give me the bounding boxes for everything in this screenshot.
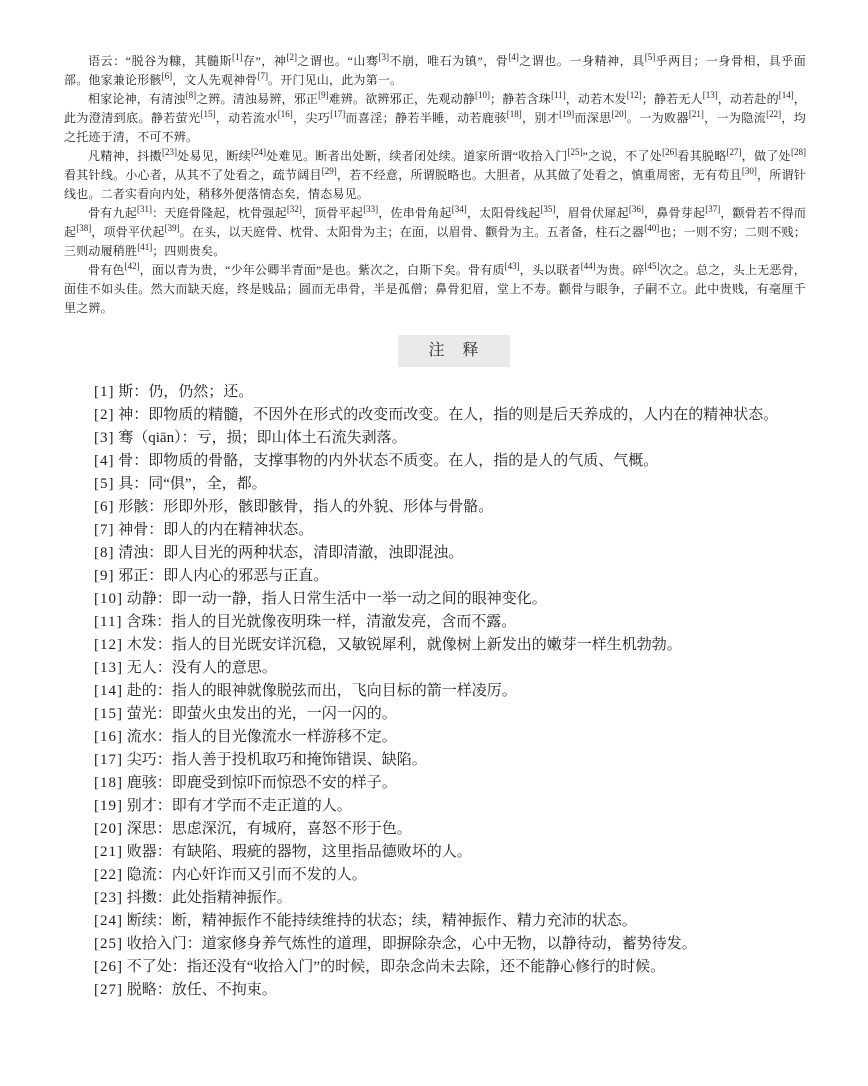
annotation-ref: [36] [628, 204, 644, 214]
annotation-item [64, 473, 806, 496]
annotation-item [64, 542, 806, 565]
annotation-ref: [18] [506, 109, 522, 119]
annotation-text: 隐流：内心奸诈而又引而不发的人。 [126, 867, 367, 883]
annotation-ref: [44] [580, 261, 596, 271]
annotation-text: 败器：有缺陷、瑕疵的器物，这里指品德败坏的人。 [126, 844, 472, 860]
annotation-number: [8] [94, 545, 115, 561]
annotation-text: 动静：即一动一静，指人日常生活中一举一动之间的眼神变化。 [126, 591, 547, 607]
annotation-item [64, 588, 806, 611]
annotation-ref: [29] [321, 166, 337, 176]
annotation-ref: [38] [76, 223, 92, 233]
annotation-ref: [21] [688, 109, 704, 119]
intro-section [64, 52, 806, 318]
annotation-text: 含珠：指人的目光就像夜明珠一样，清澈发亮，含而不露。 [126, 614, 517, 630]
annotation-ref: [27] [726, 147, 742, 157]
annotation-ref: [35] [540, 204, 556, 214]
annotation-ref: [3] [378, 52, 390, 62]
annotation-ref: [23] [161, 147, 177, 157]
annotation-number: [5] [94, 476, 115, 492]
annotation-ref: [1] [232, 52, 243, 62]
annotation-ref: [41] [137, 242, 153, 252]
annotation-number: [9] [94, 568, 115, 584]
annotation-item [64, 427, 806, 450]
annotation-text: 神：即物质的精髓，不因外在形式的改变而改变。在人，指的则是后天养成的，人内在的精神状态。 [118, 407, 779, 423]
annotation-ref: [32] [286, 204, 302, 214]
annotation-item [64, 956, 806, 979]
annotation-ref: [30] [741, 166, 757, 176]
annotation-number: [27] [94, 982, 123, 998]
annotation-ref: [33] [363, 204, 379, 214]
annotation-item [64, 703, 806, 726]
annotation-ref: [22] [766, 109, 782, 119]
notes-section-heading: 注 释 [398, 335, 509, 367]
annotation-item [64, 887, 806, 910]
annotation-text: 收拾入门：道家修身养气炼性的道理，即摒除杂念，心中无物，以静待动，蓄势待发。 [126, 936, 697, 952]
annotation-item [64, 979, 806, 1002]
annotation-item [64, 772, 806, 795]
annotation-number: [7] [94, 522, 115, 538]
annotation-item [64, 565, 806, 588]
annotation-text: 邪正：即人内心的邪恶与正直。 [118, 568, 329, 584]
annotation-number: [11] [94, 614, 123, 630]
annotation-number: [13] [94, 660, 123, 676]
annotation-text: 具：同“俱”，全，都。 [118, 476, 267, 492]
annotation-number: [2] [94, 407, 115, 423]
intro-paragraph: 骨有九起[31]：天庭骨隆起，枕骨强起[32]，顶骨平起[33]，佐串骨角起[34]，太阳骨线起[35]，眉骨伏犀起[36]，鼻骨芽起[37]，颧骨若不得而起[38]，项骨平伏起[39]。在头，以天庭骨、枕骨、太阳骨为主；在面，以眉骨、颧骨为主。五者备，柱石之器[40]也；一则不穷；二则不贱；三则动履稍胜[41]；四则贵矣。 [64, 204, 807, 258]
annotation-ref: [28] [790, 147, 806, 157]
notes-section [64, 381, 806, 1002]
annotation-text: 流水：指人的目光像流水一样游移不定。 [126, 729, 397, 745]
annotation-text: 别才：即有才学而不走正道的人。 [126, 798, 352, 814]
annotation-ref: [5] [644, 52, 656, 62]
annotation-item [64, 680, 806, 703]
annotation-ref: [34] [451, 204, 467, 214]
annotation-ref: [8] [185, 90, 197, 100]
annotation-item [64, 496, 806, 519]
annotation-text: 尖巧：指人善于投机取巧和掩饰错误、缺陷。 [126, 752, 427, 768]
annotation-text: 断续：断，精神振作不能持续维持的状态；续，精神振作、精力充沛的状态。 [126, 913, 637, 929]
annotation-ref: [7] [257, 71, 269, 81]
annotation-number: [24] [94, 913, 123, 929]
annotation-item [64, 910, 806, 933]
annotation-ref: [15] [200, 109, 216, 119]
annotation-item [64, 450, 806, 473]
intro-paragraph: 凡精神，抖擞[23]处易见，断续[24]处难见。断者出处断，续者闭处续。道家所谓“收拾入门[25]”之说，不了处[26]看其脱略[27]，做了处[28]看其针线。小心者，从其不了处看之，疏节阔目[29]，若不经意，所谓脱略也。大胆者，从其做了处看之，慎重周密，无有苟且[30]，所谓针线也。二者实看向内处，稍移外便落情态矣，情态易见。 [64, 147, 806, 201]
annotation-item [64, 795, 806, 818]
annotation-text: 深思：思虑深沉，有城府，喜怒不形于色。 [126, 821, 412, 837]
annotation-number: [18] [94, 775, 123, 791]
annotation-ref: [6] [161, 71, 173, 81]
annotation-ref: [19] [559, 109, 575, 119]
annotation-ref: [31] [137, 204, 153, 214]
annotation-text: 抖擞：此处指精神振作。 [126, 890, 292, 906]
intro-paragraph: 语云：“脱谷为糠，其髓斯[1]存”，神[2]之谓也。“山骞[3]不崩，唯石为镇”，骨[4]之谓也。一身精神，具[5]乎两目；一身骨相，具乎面部。他家兼论形骸[6]，文人先观神骨[7]。开门见山，此为第一。 [64, 52, 806, 87]
annotation-number: [19] [94, 798, 123, 814]
annotation-number: [10] [94, 591, 123, 607]
annotation-ref: [26] [662, 147, 678, 157]
annotation-number: [25] [94, 936, 123, 952]
annotation-number: [22] [94, 867, 123, 883]
annotation-ref: [25] [567, 147, 583, 157]
intro-paragraph: 骨有色[42]，面以青为贵，“少年公卿半青面”是也。紫次之，白斯下矣。骨有质[43]，头以联者[44]为贵。碎[45]次之。总之，头上无恶骨，面佳不如头佳。然大而缺天庭，终是贱品；圆而无串骨，半是孤僧；鼻骨犯眉，堂上不寿。颧骨与眼争，子嗣不立。此中贵贱，有毫厘千里之辨。 [64, 261, 806, 315]
annotation-text: 赴的：指人的眼神就像脱弦而出，飞向目标的箭一样凌厉。 [126, 683, 517, 699]
notes-heading-row [64, 335, 806, 367]
annotation-number: [20] [94, 821, 123, 837]
annotation-ref: [39] [164, 223, 180, 233]
annotation-ref: [37] [705, 204, 721, 214]
annotation-number: [26] [94, 959, 123, 975]
annotation-item [64, 634, 806, 657]
annotation-text: 斯：仍，仍然；还。 [118, 384, 254, 400]
annotation-text: 脱略：放任、不拘束。 [126, 982, 277, 998]
annotation-ref: [16] [277, 109, 293, 119]
annotation-ref: [13] [702, 90, 718, 100]
annotation-ref: [2] [286, 52, 297, 62]
annotation-item [64, 404, 806, 427]
annotation-text: 鹿骇：即鹿受到惊吓而惊恐不安的样子。 [126, 775, 397, 791]
intro-paragraph: 相家论神，有清浊[8]之辨。清浊易辨，邪正[9]难辨。欲辨邪正，先观动静[10]；静若含珠[11]，动若木发[12]；静若无人[13]，动若赴的[14]，此为澄清到底。静若萤光[15]，动若流水[16]，尖巧[17]而喜淫；静若半睡，动若鹿骇[18]，别才[19]而深思[20]。一为败器[21]，一为隐流[22]，均之托迹于清，不可不辨。 [64, 90, 806, 144]
annotation-ref: [14] [778, 90, 794, 100]
annotation-text: 无人：没有人的意思。 [126, 660, 277, 676]
annotation-number: [6] [94, 499, 115, 515]
annotation-ref: [10] [475, 90, 491, 100]
annotation-number: [3] [94, 430, 115, 446]
annotation-number: [12] [94, 637, 123, 653]
annotation-text: 神骨：即人的内在精神状态。 [118, 522, 314, 538]
annotation-item [64, 864, 806, 887]
annotation-ref: [17] [330, 109, 346, 119]
annotation-text: 清浊：即人目光的两种状态，清即清澈，浊即混浊。 [118, 545, 464, 561]
annotation-item [64, 749, 806, 772]
annotation-number: [16] [94, 729, 123, 745]
annotation-ref: [24] [251, 147, 267, 157]
annotation-number: [4] [94, 453, 115, 469]
annotation-item [64, 657, 806, 680]
annotation-ref: [42] [124, 261, 140, 271]
annotation-text: 形骸：形即外形，骸即骸骨，指人的外貌、形体与骨骼。 [118, 499, 494, 515]
annotation-number: [21] [94, 844, 123, 860]
annotation-text: 骨：即物质的骨骼，支撑事物的内外状态不质变。在人，指的是人的气质、气概。 [118, 453, 659, 469]
annotation-number: [15] [94, 706, 123, 722]
annotation-ref: [40] [644, 223, 660, 233]
annotation-item [64, 726, 806, 749]
annotation-text: 木发：指人的目光既安详沉稳，又敏锐犀利，就像树上新发出的嫩芽一样生机勃勃。 [126, 637, 682, 653]
annotation-item [64, 519, 806, 542]
annotation-number: [1] [94, 384, 115, 400]
annotation-item [64, 841, 806, 864]
annotation-number: [17] [94, 752, 123, 768]
annotation-text: 萤光：即萤火虫发出的光，一闪一闪的。 [126, 706, 397, 722]
annotation-number: [14] [94, 683, 123, 699]
annotation-text: 骞（qiān）：亏，损；即山体土石流失剥落。 [118, 430, 407, 446]
annotation-ref: [4] [508, 52, 519, 62]
annotation-ref: [45] [644, 261, 660, 271]
annotation-item [64, 933, 806, 956]
annotation-text: 不了处：指还没有“收拾入门”的时候，即杂念尚未去除，还不能静心修行的时候。 [126, 959, 666, 975]
annotation-item [64, 381, 806, 404]
annotation-number: [23] [94, 890, 123, 906]
annotation-ref: [12] [626, 90, 642, 100]
annotation-ref: [20] [611, 109, 627, 119]
annotation-item [64, 611, 806, 634]
annotation-item [64, 818, 806, 841]
annotation-ref: [11] [551, 90, 566, 100]
annotation-ref: [43] [504, 261, 520, 271]
annotation-ref: [9] [318, 90, 329, 100]
